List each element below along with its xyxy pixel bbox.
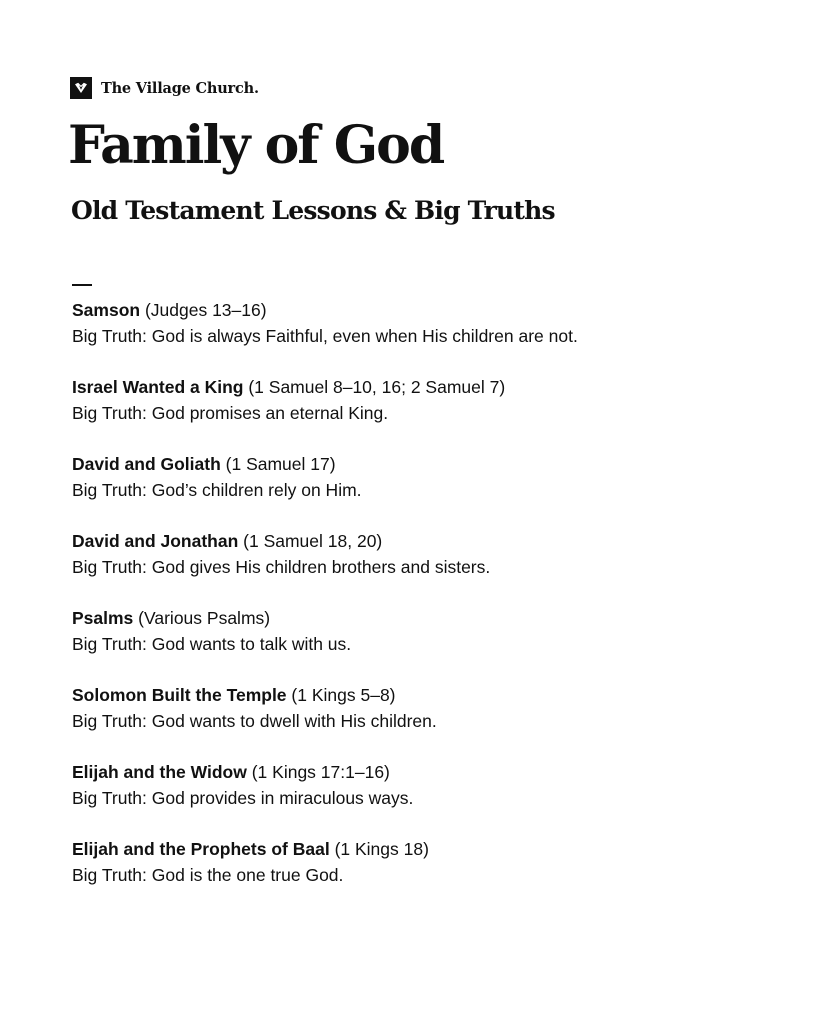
lesson-big-truth: Big Truth: God is always Faithful, even when His children are not. [72, 326, 578, 346]
lesson-heading [72, 682, 578, 708]
lesson-big-truth: Big Truth: God promises an eternal King. [72, 403, 389, 423]
page-subtitle: Old Testament Lessons & Big Truths [71, 196, 555, 225]
brand-header [70, 77, 259, 99]
lesson-item [72, 451, 578, 528]
lesson-heading [72, 374, 578, 400]
lesson-item [72, 297, 578, 374]
lesson-heading [72, 836, 578, 862]
lesson-reference: (1 Kings 17:1–16) [251, 762, 390, 782]
lesson-name: Samson [72, 300, 141, 320]
lesson-heading [72, 759, 578, 785]
lesson-heading [72, 605, 578, 631]
lesson-reference: (1 Samuel 18, 20) [243, 531, 383, 551]
lesson-reference: (Various Psalms) [138, 608, 271, 628]
lesson-name: David and Jonathan [72, 531, 239, 551]
section-divider [72, 284, 92, 286]
lesson-big-truth: Big Truth: God gives His children brothers and sisters. [72, 557, 491, 577]
lesson-reference: (1 Samuel 8–10, 16; 2 Samuel 7) [248, 377, 506, 397]
lesson-item [72, 528, 578, 605]
lesson-big-truth: Big Truth: God wants to talk with us. [72, 634, 352, 654]
page-title: Family of God [68, 115, 444, 176]
lesson-name: David and Goliath [72, 454, 221, 474]
lesson-list [72, 297, 578, 913]
lesson-name: Elijah and the Prophets of Baal [72, 839, 330, 859]
brand-name: The Village Church. [101, 79, 259, 97]
lesson-big-truth: Big Truth: God is the one true God. [72, 865, 344, 885]
lesson-name: Solomon Built the Temple [72, 685, 287, 705]
heart-chevron-logo-icon [70, 77, 92, 99]
lesson-big-truth: Big Truth: God provides in miraculous ways. [72, 788, 414, 808]
lesson-big-truth: Big Truth: God’s children rely on Him. [72, 480, 362, 500]
lesson-name: Psalms [72, 608, 134, 628]
lesson-reference: (1 Samuel 17) [225, 454, 336, 474]
lesson-item [72, 836, 578, 913]
lesson-heading [72, 451, 578, 477]
lesson-reference: (1 Kings 18) [334, 839, 429, 859]
lesson-item [72, 759, 578, 836]
lesson-item [72, 605, 578, 682]
lesson-big-truth: Big Truth: God wants to dwell with His children. [72, 711, 437, 731]
lesson-item [72, 682, 578, 759]
lesson-name: Elijah and the Widow [72, 762, 247, 782]
lesson-name: Israel Wanted a King [72, 377, 244, 397]
lesson-reference: (1 Kings 5–8) [291, 685, 396, 705]
lesson-heading [72, 528, 578, 554]
lesson-item [72, 374, 578, 451]
lesson-heading [72, 297, 578, 323]
lesson-reference: (Judges 13–16) [144, 300, 267, 320]
